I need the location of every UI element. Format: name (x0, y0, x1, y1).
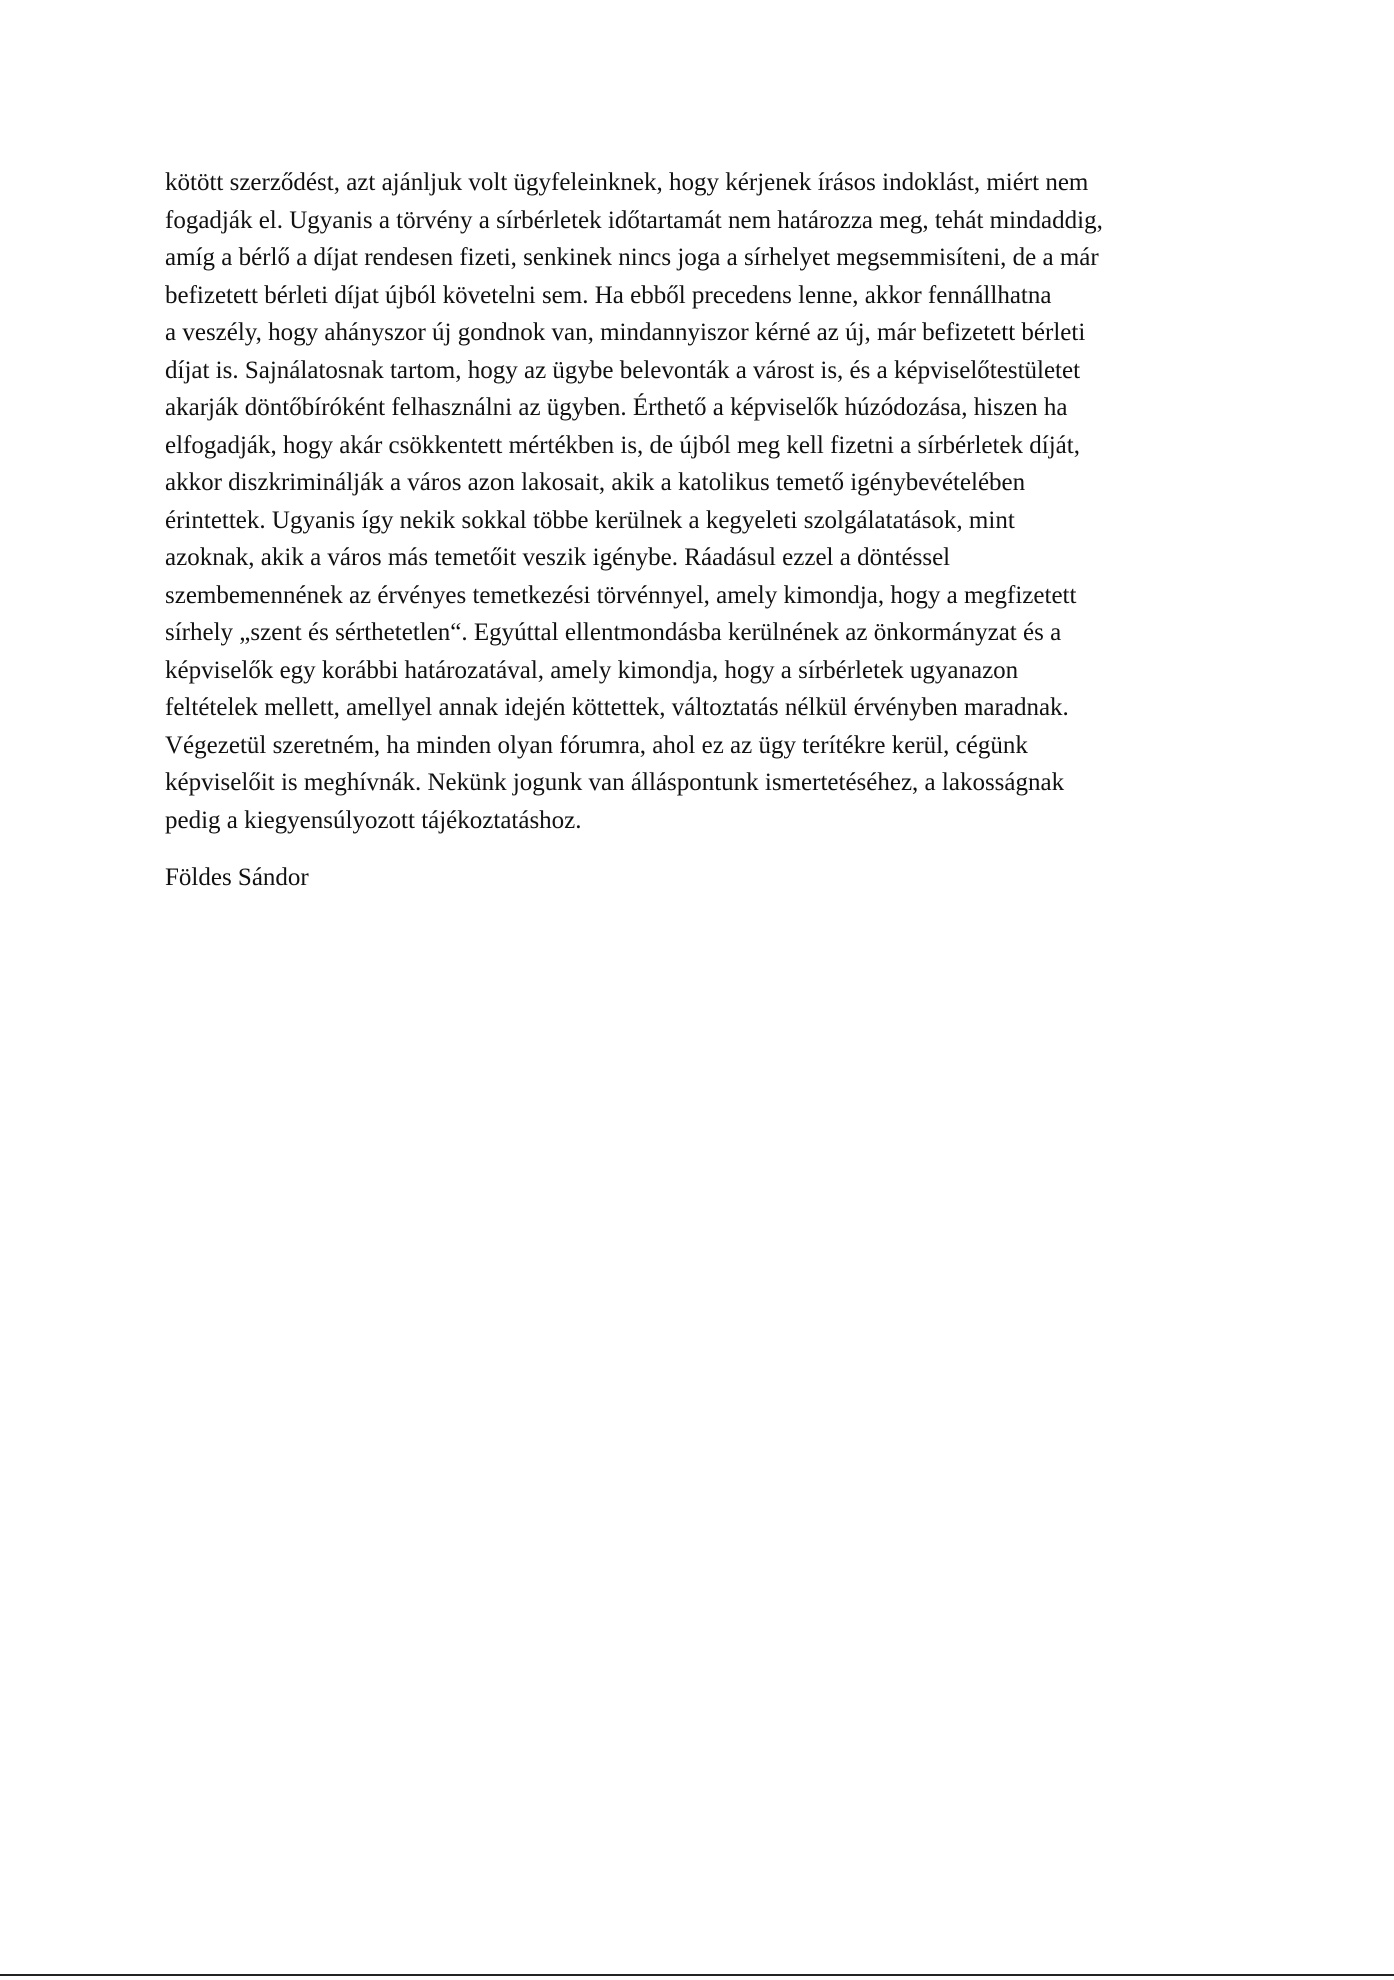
paragraph-line: fogadják el. Ugyanis a törvény a sírbérletek időtartamát nem határozza meg, tehát mindaddig, (165, 206, 1103, 234)
paragraph-line: szembemennének az érvényes temetkezési törvénnyel, amely kimondja, hogy a megfizetett (165, 581, 1077, 609)
paragraph-line: sírhely „szent és sérthetetlen“. Egyúttal ellentmondásba kerülnének az önkormányzat és a (165, 619, 1062, 646)
paragraph-line: kötött szerződést, azt ajánljuk volt ügyfeleinknek, hogy kérjenek írásos indoklást, miért nem (165, 169, 1089, 196)
paragraph-line: pedig a kiegyensúlyozott tájékoztatáshoz. (165, 806, 582, 834)
paragraph-line: feltételek mellett, amellyel annak idején köttettek, változtatás nélkül érvényben maradnak. (165, 694, 1069, 721)
paragraph-line: a veszély, hogy ahányszor új gondnok van, mindannyiszor kérné az új, már befizetett bérleti (165, 319, 1086, 346)
signature: Földes Sándor (165, 864, 309, 891)
paragraph-line: díjat is. Sajnálatosnak tartom, hogy az ügybe belevonták a várost is, és a képviselőtestületet (165, 356, 1081, 384)
paragraph-line: képviselők egy korábbi határozatával, amely kimondja, hogy a sírbérletek ugyanazon (165, 656, 1019, 684)
paragraph-line: érintettek. Ugyanis így nekik sokkal többe kerülnek a kegyeleti szolgálatatások, mint (165, 506, 1015, 534)
paragraph-line: akkor diszkriminálják a város azon lakosait, akik a katolikus temető igénybevételében (165, 469, 1026, 496)
paragraph-line: elfogadják, hogy akár csökkentett mértékben is, de újból meg kell fizetni a sírbérletek díját, (165, 431, 1080, 459)
paragraph-line: Végezetül szeretném, ha minden olyan fórumra, ahol ez az ügy terítékre kerül, cégünk (165, 731, 1028, 759)
paragraph-line: befizetett bérleti díjat újból követelni sem. Ha ebből precedens lenne, akkor fennállhatna (165, 281, 1052, 309)
paragraph-line: akarják döntőbíróként felhasználni az ügyben. Érthető a képviselők húzódozása, hiszen ha (165, 394, 1068, 421)
body-paragraph (165, 164, 1245, 839)
paragraph-line: amíg a bérlő a díjat rendesen fizeti, senkinek nincs joga a sírhelyet megsemmisíteni, de a már (165, 244, 1099, 271)
paragraph-line: azoknak, akik a város más temetőit veszik igénybe. Ráadásul ezzel a döntéssel (165, 544, 951, 571)
paragraph-line: képviselőit is meghívnák. Nekünk jogunk van álláspontunk ismertetéséhez, a lakosságnak (165, 769, 1065, 796)
